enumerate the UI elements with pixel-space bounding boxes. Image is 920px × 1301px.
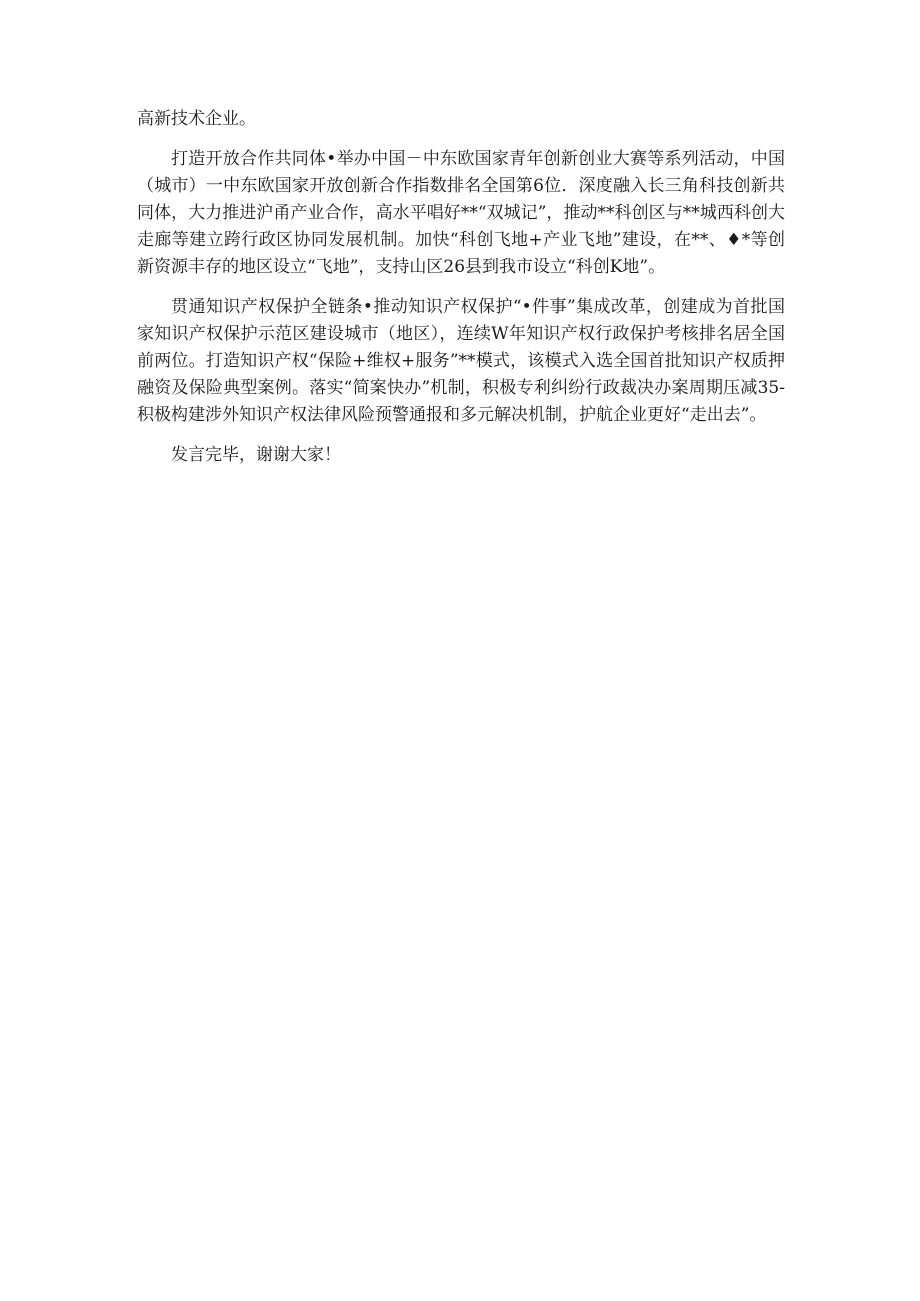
paragraph-closing: 发言完毕，谢谢大家！ [171, 445, 341, 465]
paragraph-ip-protection: 贯通知识产权保护全链条•推动知识产权保护“•件事”集成改革，创建成为首批国家知识产权保护示范区建设城市（地区），连续W年知识产权行政保护考核排名居全国前两位。打造知识产权“保险+维权+服务”**模式，该模式入选全国首批知识产权质押融资及保险典型案例。落实“简案快办”机制，积极专利纠纷行政裁决办案周期压减35-积极构建涉外知识产权法律风险预警通报和多元解决机制，护航企业更好“走出去”。 [137, 297, 785, 425]
document-body [137, 106, 785, 482]
paragraph-open-cooperation: 打造开放合作共同体•举办中国－中东欧国家青年创新创业大赛等系列活动，中国（城市）一中东欧国家开放创新合作指数排名全国第6位．深度融入长三角科技创新共同体，大力推进沪甬产业合作，高水平唱好**“双城记”，推动**科创区与**城西科创大走廊等建立跨行政区协同发展机制。加快“科创飞地+产业飞地”建设，在**、♦*等创新资源丰存的地区设立“飞地”，支持山区26县到我市设立“科创K地”。 [137, 149, 785, 277]
paragraph-continuation: 高新技术企业。 [137, 109, 256, 129]
